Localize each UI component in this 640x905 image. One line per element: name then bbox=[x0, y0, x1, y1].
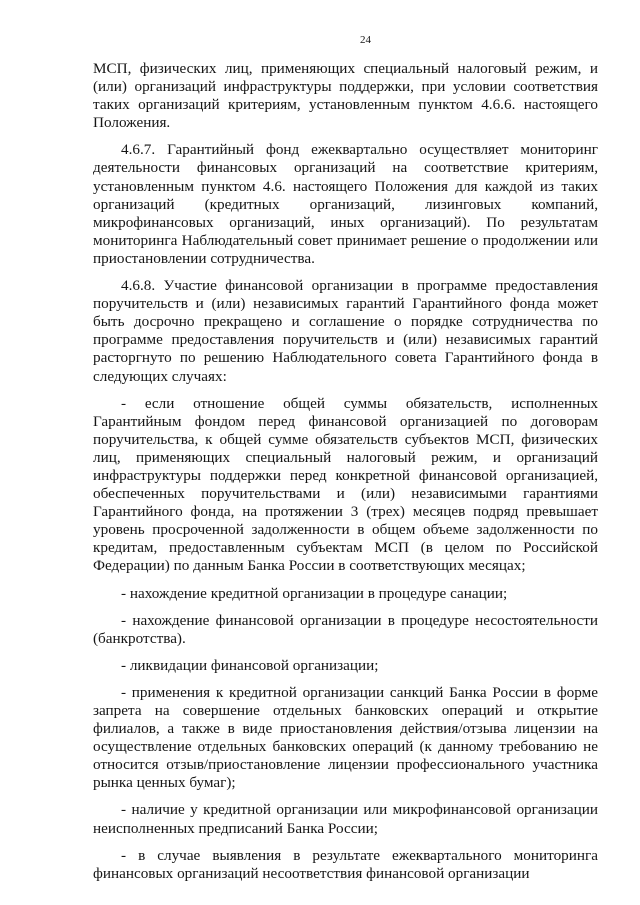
paragraph: - ликвидации финансовой организации; bbox=[121, 656, 379, 674]
paragraph: - применения к кредитной организации санкций Банка России в форме запрета на совершение отдельных банковских операций и открытие филиалов, а также в виде приостановления действия/отзыва лицензии на осуществление отдельных банковских операций (к данному требованию не относится отзыв/приостановление лицензии профессионального участника рынка ценных бумаг); bbox=[93, 683, 598, 792]
paragraph: - в случае выявления в результате ежеквартального мониторинга финансовых организаций несоответствия финансовой организации bbox=[93, 846, 598, 882]
page-number: 24 bbox=[360, 34, 371, 46]
paragraph: - нахождение кредитной организации в процедуре санации; bbox=[121, 584, 508, 602]
paragraph: - наличие у кредитной организации или микрофинансовой организации неисполненных предписаний Банка России; bbox=[93, 801, 598, 837]
paragraph: 4.6.7. Гарантийный фонд ежеквартально осуществляет мониторинг деятельности финансовых организаций на соответствие критериям, установленным пунктом 4.6. настоящего Положения для каждой из таких организаций (кредитных организаций, лизинговых компаний, микрофинансовых организаций, иных организаций). По результатам мониторинга Наблюдательный совет принимает решение о продолжении или приостановлении сотрудничества. bbox=[93, 141, 598, 267]
paragraph: 4.6.8. Участие финансовой организации в программе предоставления поручительств и (или) независимых гарантий Гарантийного фонда может быть досрочно прекращено и соглашение о порядке сотрудничества по программе предоставления поручительств и (или) независимых гарантий расторгнуто по решению Наблюдательного совета Гарантийного фонда в следующих случаях: bbox=[93, 277, 598, 385]
paragraph: - нахождение финансовой организации в процедуре несостоятельности (банкротства). bbox=[93, 611, 598, 647]
body-text bbox=[93, 60, 598, 883]
paragraph: - если отношение общей суммы обязательств, исполненных Гарантийным фондом перед финансовой организацией по договорам поручительства, к общей сумме обязательств субъектов МСП, физических лиц, применяющих специальный налоговый режим, и организаций инфраструктуры поддержки перед конкретной финансовой организацией, обеспеченных поручительствами и (или) независимыми гарантиями Гарантийного фонда, на протяжении 3 (трех) месяцев подряд превышает уровень просроченной задолженности в общем объеме задолженности по кредитам, предоставленным субъектам МСП (в целом по Российской Федерации) по данным Банка России в соответствующих месяцах; bbox=[93, 394, 598, 575]
paragraph: МСП, физических лиц, применяющих специальный налоговый режим, и (или) организаций инфраструктуры поддержки, при условии соответствия таких организаций критериям, установленным пунктом 4.6.6. настоящего Положения. bbox=[93, 60, 598, 132]
